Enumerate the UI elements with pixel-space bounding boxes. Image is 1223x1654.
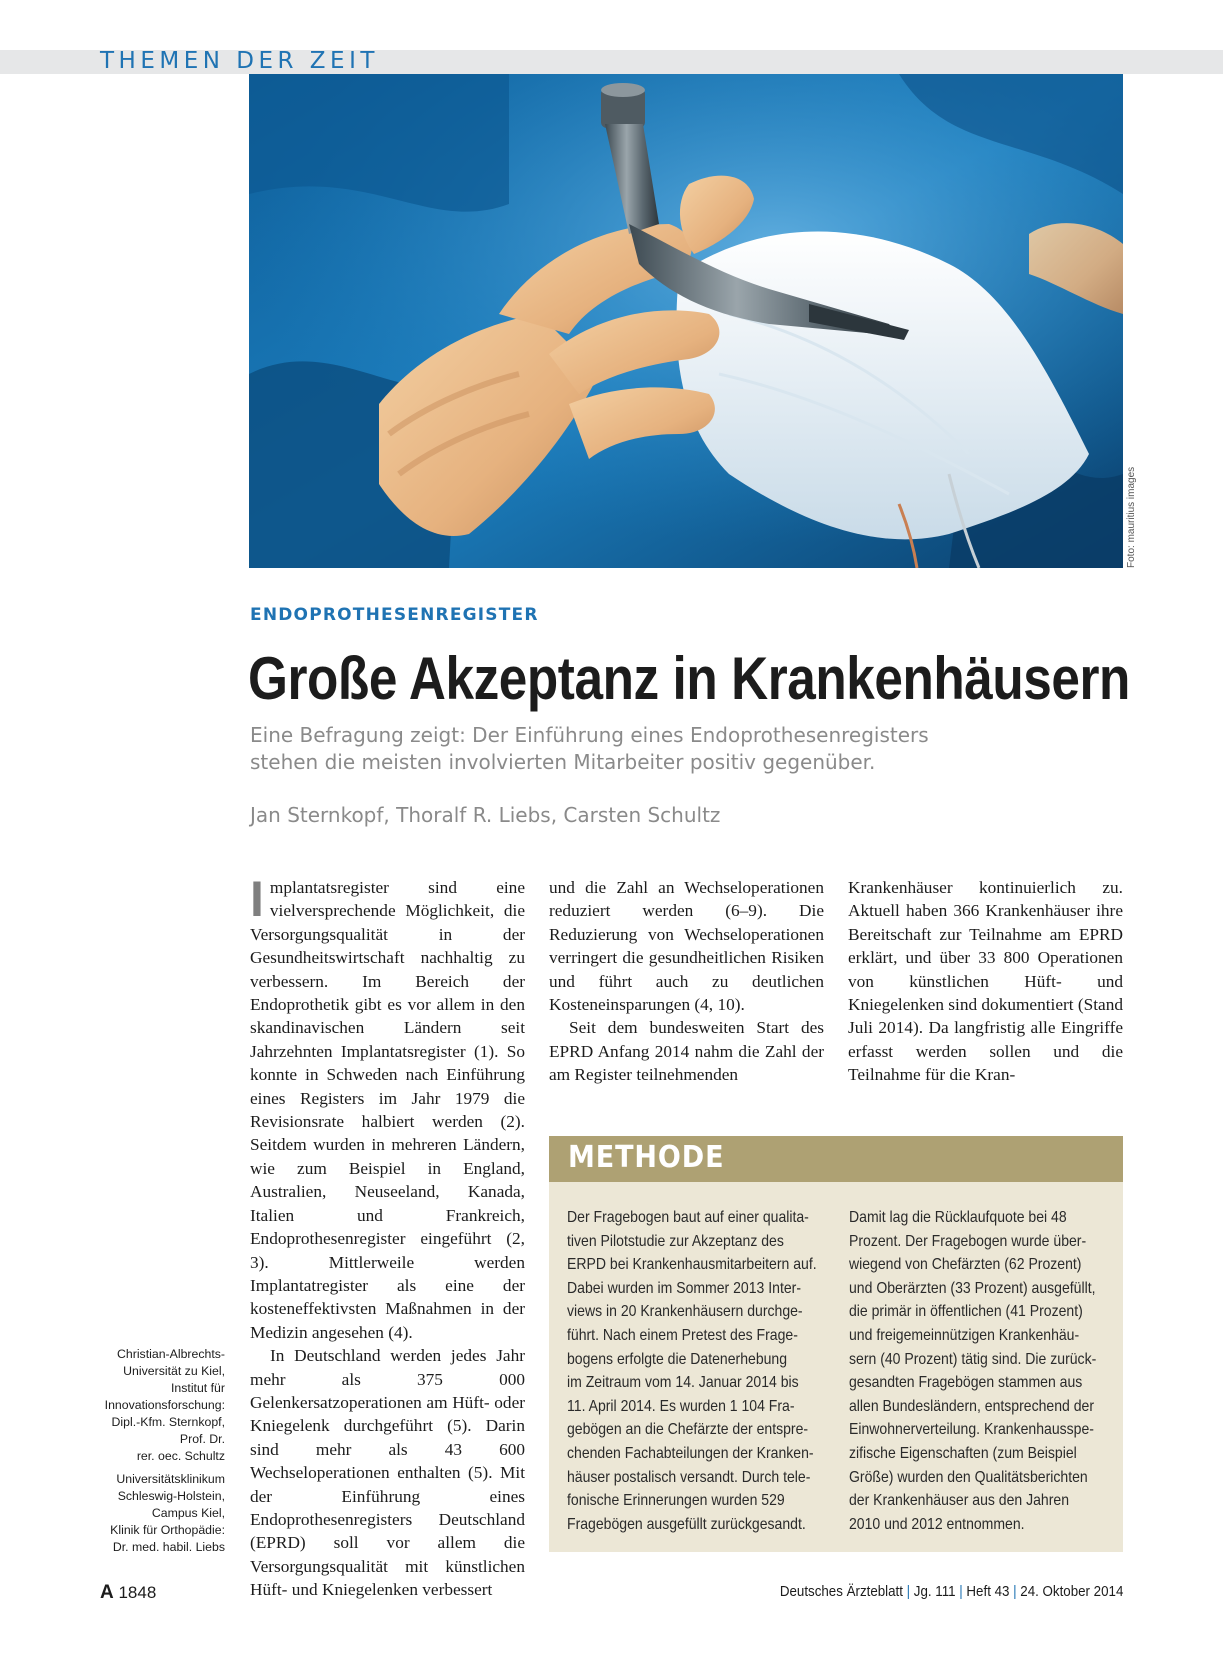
journal-issue: Heft 43 xyxy=(966,1584,1010,1600)
method-line: Dabei wurden im Sommer 2013 Inter- xyxy=(567,1279,802,1297)
affiliation-line: Schleswig-Holstein, xyxy=(117,1489,225,1503)
method-line: und Oberärzten (33 Prozent) ausgefüllt, xyxy=(849,1279,1096,1297)
method-line: Prozent. Der Fragebogen wurde über- xyxy=(849,1232,1087,1250)
drop-cap: I xyxy=(250,871,264,927)
article-kicker: ENDOPROTHESENREGISTER xyxy=(250,605,539,625)
article-teaser xyxy=(250,722,1010,776)
method-line: im Zeitraum vom 14. Januar 2014 bis xyxy=(567,1374,799,1392)
affiliation-line: Prof. Dr. xyxy=(179,1432,225,1446)
method-line: die primär in öffentlichen (41 Prozent) xyxy=(849,1303,1083,1321)
page-number-value: 1848 xyxy=(118,1583,157,1602)
paragraph: In Deutschland werden jedes Jahr mehr als 375 000 Gelenkersatzoperationen am Hüft- oder Kniegelenk durchgeführt (5). Darin sind mehr als 43 600 Wechseloperationen enthalten (5). Mit der Einführung eines Endoprothesenregisters Deutschland (EPRD) soll vor allem die Versorgungsqualität mit künstlichen Hüft- und Kniegelenken verbessert xyxy=(250,1346,525,1600)
affiliation-line: Christian-Albrechts- xyxy=(117,1347,225,1361)
footer-separator: | xyxy=(1012,1584,1017,1600)
affiliation-line: rer. oec. Schultz xyxy=(136,1449,225,1463)
method-line: chenden Fachabteilungen der Kranken- xyxy=(567,1444,814,1462)
page-letter: A xyxy=(100,1582,114,1603)
teaser-line: stehen die meisten involvierten Mitarbeiter positiv gegenüber. xyxy=(250,750,876,774)
affiliation-line: Dr. med. habil. Liebs xyxy=(112,1540,225,1554)
journal-volume: Jg. 111 xyxy=(913,1584,956,1600)
body-column-3 xyxy=(848,876,1123,1087)
paragraph: und die Zahl an Wechseloperationen reduziert werden (6–9). Die Reduzierung von Wechseloperationen verringert die gesundheitlichen Risiken und führt auch zu deutlichen Kosteneinsparungen (4, 10). xyxy=(549,878,824,1015)
method-title: METHODE xyxy=(568,1140,725,1175)
affiliation-line: Dipl.-Kfm. Sternkopf, xyxy=(111,1415,225,1429)
method-line: gebögen an die Chefärzte der entspre- xyxy=(567,1421,809,1439)
method-line: gesandten Fragebögen stammen aus xyxy=(849,1374,1083,1392)
teaser-line: Eine Befragung zeigt: Der Einführung eines Endoprothesenregisters xyxy=(250,723,929,747)
footer-separator: | xyxy=(958,1584,963,1600)
method-line: Größe) wurden den Qualitätsberichten xyxy=(849,1468,1088,1486)
method-line: und freigemeinnützigen Krankenhäu- xyxy=(849,1326,1080,1344)
method-line: allen Bundesländern, entsprechend der xyxy=(849,1397,1095,1415)
affiliation-line: Universitätsklinikum xyxy=(116,1472,225,1486)
method-line: führt. Nach einem Pretest des Frage- xyxy=(567,1326,798,1344)
method-line: tiven Pilotstudie zur Akzeptanz des xyxy=(567,1232,784,1250)
method-line: häuser postalisch versandt. Durch tele- xyxy=(567,1468,811,1486)
method-line: wiegend von Chefärzten (62 Prozent) xyxy=(849,1256,1082,1274)
footer-separator: | xyxy=(906,1584,910,1600)
photo-credit: Foto: mauritius images xyxy=(1126,466,1137,568)
affiliation-line: Institut für xyxy=(171,1381,225,1395)
method-line: fonische Erinnerungen wurden 529 xyxy=(567,1492,785,1510)
author-affiliations xyxy=(60,1346,225,1556)
section-label: THEMEN DER ZEIT xyxy=(100,48,379,74)
paragraph: Krankenhäuser kontinuierlich zu. Aktuell haben 366 Krankenhäuser ihre Bereitschaft zur Teilnahme am EPRD erklärt, und über 33 800 Operationen von künstlichen Hüft- und Kniegelenken sind dokumentiert (Stand Juli 2014). Da langfristig alle Eingriffe erfasst werden sollen und die Teilnahme für die Kran- xyxy=(848,878,1123,1085)
paragraph xyxy=(250,871,525,1344)
method-line: Damit lag die Rücklaufquote bei 48 xyxy=(849,1209,1067,1226)
surgery-photo-illustration xyxy=(249,74,1123,568)
paragraph-text: mplantatsregister sind eine vielversprechende Möglichkeit, die Versorgungsqualität in der Gesundheitswirtschaft nachhaltig zu verbessern. Im Bereich der Endoprothetik gibt es vor allem in den skandinavischen Ländern seit Jahrzehnten Implantatsregister (1). So konnte in Schweden nach Einführung eines Registers im Jahr 1979 die Revisionsrate halbiert werden (2). Seitdem wurden in mehreren Ländern, wie zum Beispiel in England, Australien, Neuseeland, Kanada, Italien und Frankreich, Endoprothesenregister eingeführt (2, 3). Mittlerweile werden Implantatregister als eine der kosteneffektivsten Maßnahmen in der Medizin angesehen (4). xyxy=(250,878,525,1342)
journal-date: 24. Oktober 2014 xyxy=(1019,1584,1123,1600)
article-authors: Jan Sternkopf, Thoralf R. Liebs, Carsten Schultz xyxy=(250,803,721,827)
journal-name: Deutsches Ärzteblatt xyxy=(779,1584,903,1600)
body-column-1 xyxy=(250,871,525,1602)
page-number xyxy=(100,1582,156,1604)
affiliation-line: Universität zu Kiel, xyxy=(123,1364,225,1378)
method-line: 11. April 2014. Es wurden 1 104 Fra- xyxy=(567,1397,795,1415)
method-line: bogens erfolgte die Datenerhebung xyxy=(567,1350,788,1368)
method-line: 2010 und 2012 entnommen. xyxy=(849,1515,1025,1533)
affiliation-line: Klinik für Orthopädie: xyxy=(110,1523,225,1537)
article-photo xyxy=(249,74,1123,568)
method-column-1 xyxy=(567,1206,847,1536)
method-column-2 xyxy=(849,1206,1129,1536)
method-line: der Krankenhäuser aus den Jahren xyxy=(849,1492,1070,1510)
method-line: Einwohnerverteilung. Krankenhausspe- xyxy=(849,1421,1094,1439)
method-line: sern (40 Prozent) tätig sind. Die zurück- xyxy=(849,1350,1097,1368)
body-column-2 xyxy=(549,876,824,1087)
paragraph: Seit dem bundesweiten Start des EPRD Anfang 2014 nahm die Zahl der am Register teilnehmenden xyxy=(549,1018,824,1085)
method-line: Der Fragebogen baut auf einer qualita- xyxy=(567,1209,809,1226)
journal-footer xyxy=(779,1584,1123,1600)
article-headline: Große Akzeptanz in Krankenhäusern xyxy=(248,645,1130,712)
method-line: Fragebögen ausgefüllt zurückgesandt. xyxy=(567,1515,806,1533)
method-line: zifische Eigenschaften (zum Beispiel xyxy=(849,1444,1077,1462)
affiliation-line: Campus Kiel, xyxy=(151,1506,225,1520)
affiliation-line: Innovationsforschung: xyxy=(104,1398,225,1412)
method-line: views in 20 Krankenhäusern durchge- xyxy=(567,1303,803,1321)
method-line: ERPD bei Krankenhausmitarbeitern auf. xyxy=(567,1256,817,1274)
